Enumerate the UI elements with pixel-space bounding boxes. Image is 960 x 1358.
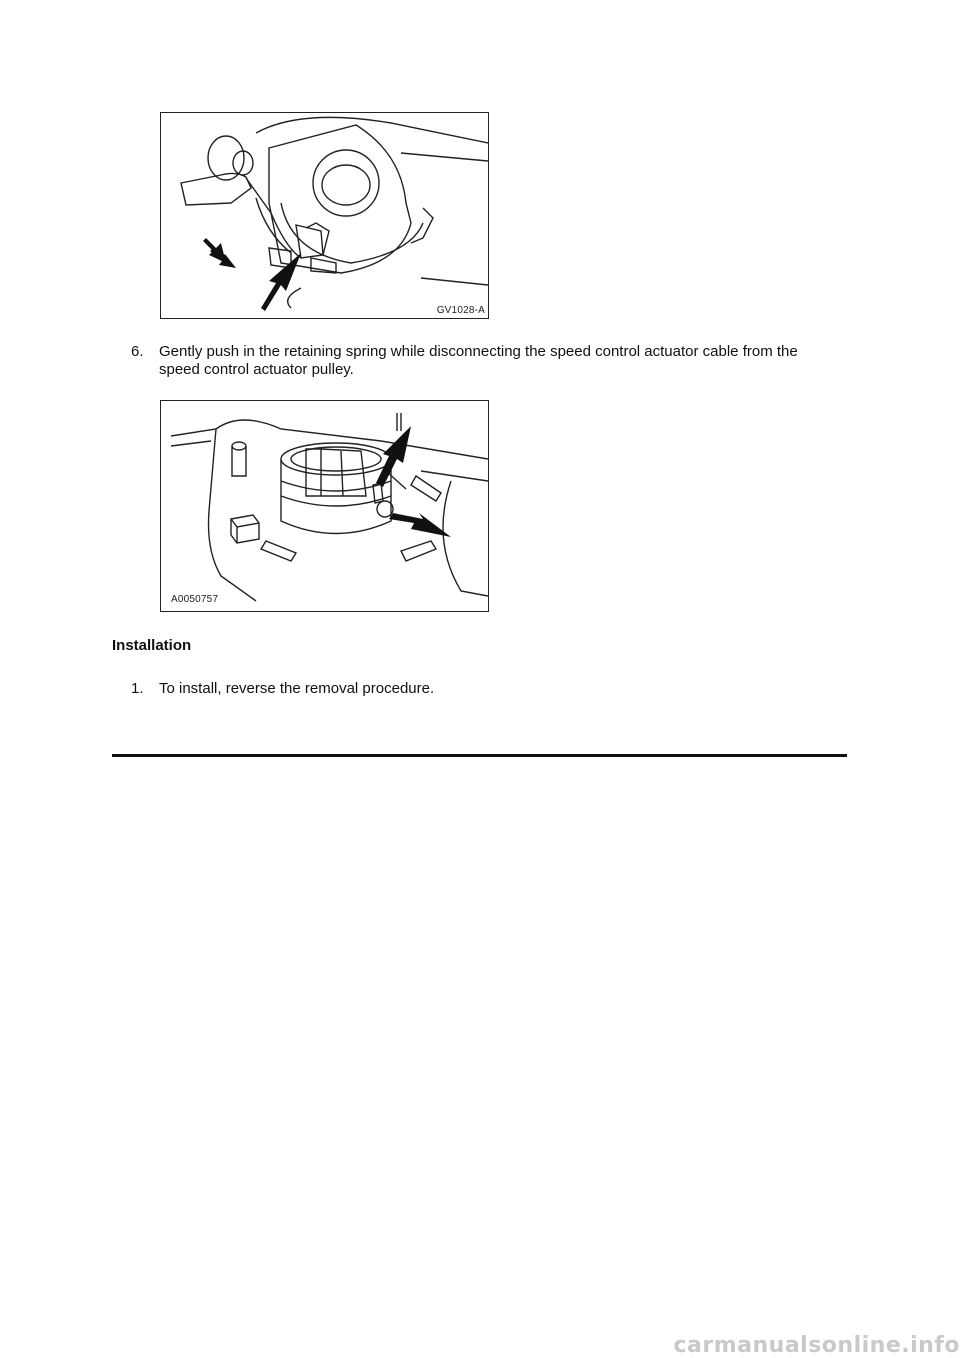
section-divider bbox=[112, 754, 847, 757]
actuator-pulley-spring-illustration bbox=[161, 401, 488, 611]
step-number: 6. bbox=[131, 343, 144, 360]
watermark-logo: carmanualsonline.info bbox=[673, 1333, 960, 1358]
section-heading-installation: Installation bbox=[112, 637, 192, 654]
step-text: To install, reverse the removal procedure. bbox=[159, 680, 435, 697]
step-number: 1. bbox=[131, 680, 144, 697]
step-text: Gently push in the retaining spring while disconnecting the speed control actuator cable from the speed control actuator pulley. bbox=[159, 343, 798, 378]
figure-code: GV1028-A bbox=[436, 305, 485, 316]
figure-actuator-cable-retainer bbox=[160, 112, 489, 319]
removal-step bbox=[131, 343, 851, 383]
installation-step bbox=[131, 680, 851, 700]
figure-actuator-pulley bbox=[160, 400, 489, 612]
figure-code: A0050757 bbox=[171, 594, 219, 605]
actuator-pulley-illustration bbox=[161, 113, 488, 318]
